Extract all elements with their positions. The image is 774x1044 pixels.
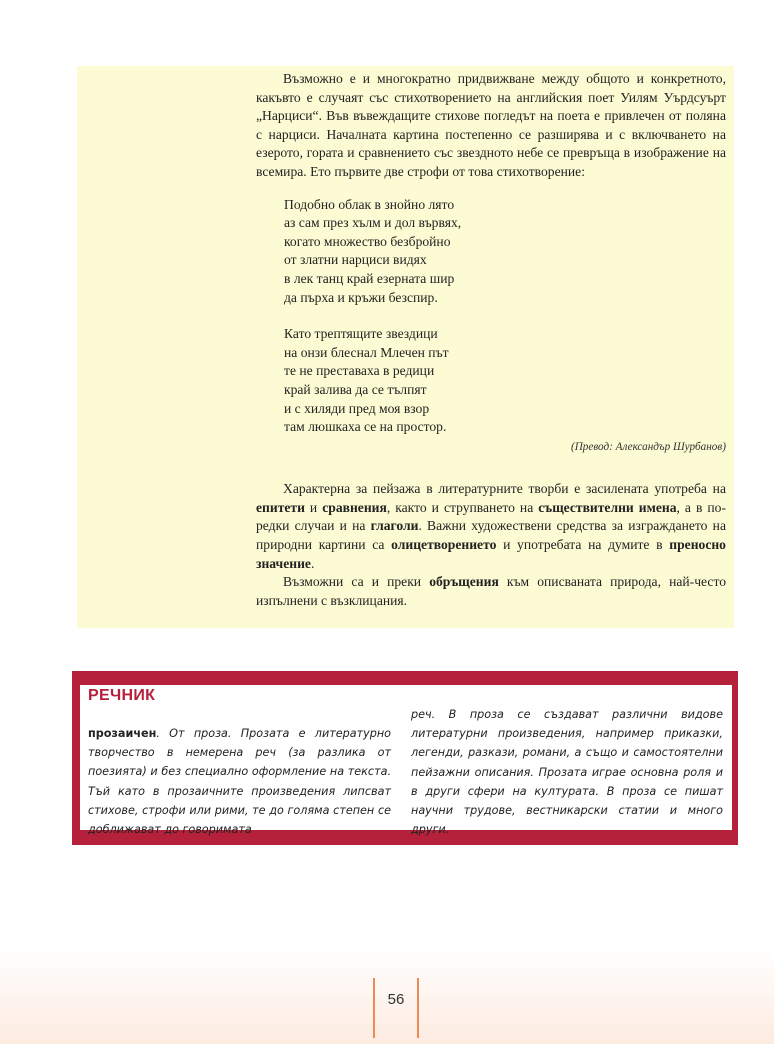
paragraph-2 xyxy=(256,480,726,573)
poem-line: край залива да се тълпят xyxy=(284,381,427,397)
text: Възможни са и преки xyxy=(283,574,430,590)
poem-line: да пърха и кръжи безспир. xyxy=(284,289,438,305)
text: и употребата на думите в xyxy=(496,537,670,553)
page-number: 56 xyxy=(387,991,405,1008)
paragraph-1: Възможно е и многократно придвижване между общото и конкретното, какъвто е случаят със стихотворението на английския поет Уилям Уърдсуърт „Нарциси“. Във въвеждащите стихове погледът на поета е привлечен от поляна с нарциси. Началната картина постепенно се разширява и с включването на езерото, гората и сравнението със звездното небе се превръща в изображение на всемира. Ето първите две строфи от това стихотворение: xyxy=(256,71,726,179)
bold-term: глаголи xyxy=(370,518,419,534)
dictionary-title: РЕЧНИК xyxy=(88,687,156,704)
poem-line: и с хиляди пред моя взор xyxy=(284,400,430,416)
bold-term: съществителни имена xyxy=(538,499,677,515)
poem-line: Подобно облак в знойно лято xyxy=(284,196,455,212)
poem-line: когато множество безбройно xyxy=(284,233,451,249)
main-text xyxy=(256,70,726,610)
translator-credit: (Превод: Александър Шурбанов) xyxy=(570,440,726,453)
text: . Важни художествени средства за изграждането на природни картини са xyxy=(256,518,726,553)
poem-line: Като трептящите звездици xyxy=(284,326,438,342)
page-number-box xyxy=(373,978,419,1038)
bold-term: преносно значение xyxy=(256,537,726,571)
poem xyxy=(284,196,726,437)
bold-term: сравнения xyxy=(322,499,387,515)
text: към описваната природа, най-често изпълнени с възклицания. xyxy=(256,574,726,608)
text: , както и струпването на xyxy=(386,499,539,515)
dictionary-column-right: реч. В проза се създават различни видове литературни произведения, например приказки, легенди, разкази, романи, а също и самостоятелни пейзажни описания. Прозата играе основна роля и в други сфери на културата. В проза се пишат научни трудове, вестникарски статии и много други. xyxy=(411,708,723,837)
text: и xyxy=(304,499,323,515)
text: , а в по-редки случаи и на xyxy=(256,499,726,534)
paragraph-3 xyxy=(256,573,726,610)
dictionary-column-left xyxy=(88,724,391,839)
text: . xyxy=(310,555,315,571)
poem-line: там люшкаха се на простор. xyxy=(284,419,447,435)
poem-line: аз сам през хълм и дол вървях, xyxy=(284,215,462,231)
dictionary-definition: . От проза. Прозата е литературно творчество в немерена реч (за разлика от поезията) и без специално оформление на текста. Тъй като в прозаичните произведения липсват стихове, строфи или рими, те до голяма степен се доближават до говоримата xyxy=(88,727,391,837)
poem-line: в лек танц край езерната шир xyxy=(284,270,455,286)
poem-line: на онзи блеснал Млечен път xyxy=(284,344,449,360)
poem-line: те не преставаха в редици xyxy=(284,363,435,379)
dictionary-term: прозаичен xyxy=(88,727,157,740)
bold-term: епитети xyxy=(256,499,305,515)
poem-stanza-1 xyxy=(284,196,726,308)
poem-stanza-2 xyxy=(284,325,726,437)
text: Характерна за пейзажа в литературните творби е засилената употреба на xyxy=(283,481,726,497)
poem-line: от златни нарциси видях xyxy=(284,252,427,268)
bold-term: олицетворението xyxy=(391,537,497,553)
bold-term: обръщения xyxy=(429,574,499,590)
